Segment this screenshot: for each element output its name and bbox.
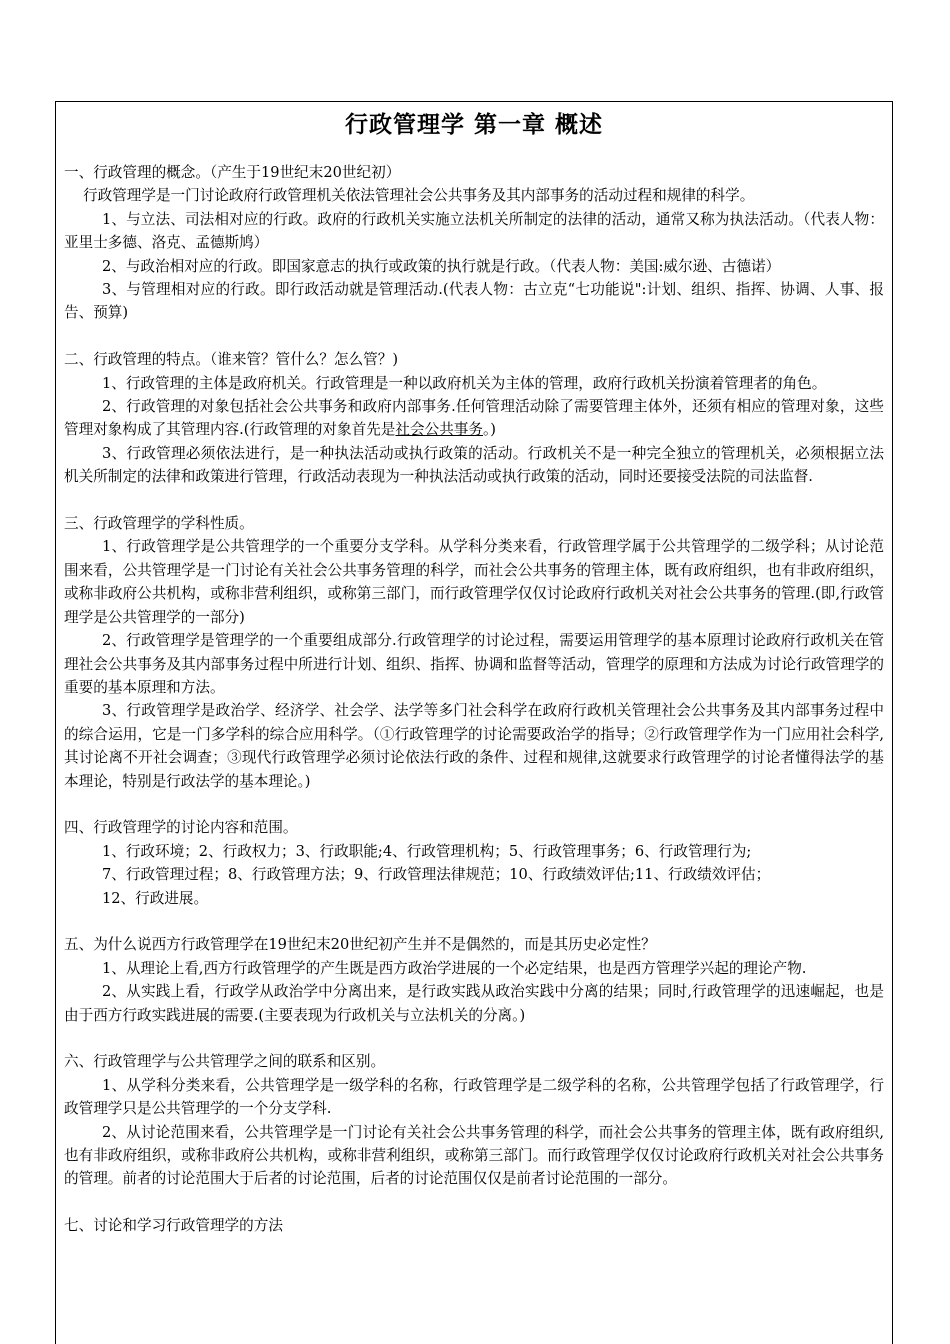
section-2-heading: 二、行政管理的特点。（谁来管？管什么？怎么管？) — [64, 351, 399, 369]
section-4-line-1: 1、行政环境；2、行政权力；3、行政职能;4、行政管理机构；5、行政管理事务；6、行政管理行为; — [101, 842, 752, 860]
section-1-heading: 一、行政管理的概念。（产生于19世纪末20世纪初） — [64, 164, 401, 181]
section-4-line-3: 12、行政进展。 — [101, 889, 209, 907]
section-2-para-1: 1、行政管理的主体是政府机关。行政管理是一种以政府机关为主体的管理，政府行政机关扮演着管理者的角色。 — [101, 374, 827, 392]
section-3-para-2: 2、行政管理学是管理学的一个重要组成部分.行政管理学的讨论过程，需要运用管理学的基本原理讨论政府行政机关在管理社会公共事务及其内部事务过程中所进行计划、组织、指挥、协调和监督等活动，管理学的原理和方法成为讨论行政管理学的重要的基本原理和方法。 — [64, 632, 884, 696]
section-1-definition: 行政管理学是一门讨论政府行政管理机关依法管理社会公共事务及其内部事务的活动过程和规律的科学。 — [82, 187, 755, 205]
underlined-term: 社会公共事务 — [395, 421, 483, 439]
section-4-line-2: 7、行政管理过程；8、行政管理方法；9、行政管理法律规范；10、行政绩效评估;11、行政绩效评估； — [101, 866, 771, 884]
section-2-para-2-text: 2、行政管理的对象包括社会公共事务和政府内部事务.任何管理活动除了需要管理主体外，还须有相应的管理对象，这些管理对象构成了其管理内容.(行政管理的对象首先是 — [64, 398, 884, 439]
section-3-para-1: 1、行政管理学是公共管理学的一个重要分支学科。从学科分类来看，行政管理学属于公共管理学的二级学科；从讨论范围来看，公共管理学是一门讨论有关社会公共事务管理的科学，而社会公共事务的管理主体，既有政府组织，也有非政府组织，或称非政府公共机构，或称非营利组织，或称第三部门，而行政管理学仅仅讨论政府行政机关对社会公共事务的管理.(即,行政管理学是公共管理学的一部分) — [64, 538, 884, 626]
section-1-para-1: 1、与立法、司法相对应的行政。政府的行政机关实施立法机关所制定的法律的活动，通常又称为执法活动。（代表人物：亚里士多德、洛克、孟德斯鸠） — [64, 210, 884, 252]
section-2-para-3: 3、行政管理必须依法进行，是一种执法活动或执行政策的活动。行政机关不是一种完全独立的管理机关，必须根据立法机关所制定的法律和政策进行管理，行政活动表现为一种执法活动或执行政策的活动，同时还要接受法院的司法监督. — [64, 444, 884, 486]
section-5-heading: 五、为什么说西方行政管理学在19世纪末20世纪初产生并不是偶然的，而是其历史必定性？ — [64, 936, 656, 954]
section-5-para-2: 2、从实践上看，行政学从政治学中分离出来，是行政实践从政治实践中分离的结果；同时,行政管理学的迅速崛起，也是由于西方行政实践进展的需要.(主要表现为行政机关与立法机关的分离。) — [64, 983, 884, 1024]
section-3-para-3: 3、行政管理学是政治学、经济学、社会学、法学等多门社会科学在政府行政机关管理社会公共事务及其内部事务过程中的综合运用，它是一门多学科的综合应用科学。（①行政管理学的讨论需要政治学的指导；②行政管理学作为一门应用社会科学,其讨论离不开社会调查；③现代行政管理学必须讨论依法行政的条件、过程和规律,这就要求行政管理学的讨论者懂得法学的基本理论，特别是行政法学的基本理论。) — [64, 702, 884, 790]
document-frame — [55, 101, 893, 1344]
section-2-para-2 — [64, 395, 884, 442]
section-6-para-2: 2、从讨论范围来看，公共管理学是一门讨论有关社会公共事务管理的科学，而社会公共事务的管理主体，既有政府组织,也有非政府组织，或称非政府公共机构，或称非营利组织，或称第三部门。而行政管理学仅仅讨论政府行政机关对社会公共事务的管理。前者的讨论范围大于后者的讨论范围，后者的讨论范围仅仅是前者讨论范围的一部分。 — [64, 1123, 884, 1188]
section-6-heading: 六、行政管理学与公共管理学之间的联系和区别。 — [64, 1053, 386, 1071]
section-1-para-3: 3、与管理相对应的行政。即行政活动就是管理活动.(代表人物：古立克“七功能说":计划、组织、指挥、协调、人事、报告、预算) — [64, 281, 884, 322]
section-2-para-2-end: 。) — [482, 421, 496, 439]
section-6-para-1: 1、从学科分类来看，公共管理学是一级学科的名称，行政管理学是二级学科的名称，公共管理学包括了行政管理学，行政管理学只是公共管理学的一个分支学科. — [64, 1076, 884, 1118]
section-7-heading: 七、讨论和学习行政管理学的方法 — [64, 1217, 283, 1235]
section-5-para-1: 1、从理论上看,西方行政管理学的产生既是西方政治学进展的一个必定结果，也是西方管理学兴起的理论产物. — [101, 959, 807, 977]
document-body — [64, 161, 884, 1238]
section-3-heading: 三、行政管理学的学科性质。 — [64, 515, 254, 533]
section-1-para-2: 2、与政治相对应的行政。即国家意志的执行或政策的执行就是行政。（代表人物：美国:威尔逊、古德诺） — [101, 257, 781, 275]
page-title: 行政管理学 第一章 概述 — [344, 111, 603, 138]
section-4-heading: 四、行政管理学的讨论内容和范围。 — [64, 819, 298, 837]
